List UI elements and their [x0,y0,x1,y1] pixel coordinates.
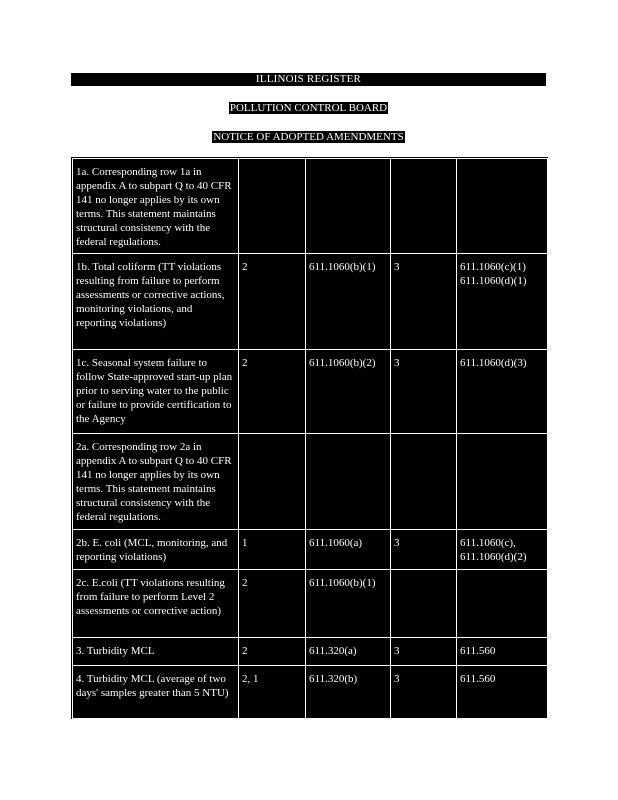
violation-cell: 4. Turbidity MCL (average of two days' samples greater than 5 NTU) [73,666,239,719]
table-row [73,666,548,719]
violation-cell: 1b. Total coliform (TT violations resulting from failure to perform assessments or corrective actions, monitoring violations, and reporting violations) [73,254,239,350]
tier-initial-cell: 2 [239,350,306,434]
citation-initial-cell: 611.1060(a) [306,530,391,570]
citation-repeat-line: 611.1060(d)(3) [460,357,527,369]
citation-repeat-cell [457,254,548,350]
table-row [73,530,548,570]
notice-heading [71,131,546,144]
tier-repeat-cell [391,159,457,254]
citation-repeat-line: 611.1060(d)(2) [460,551,527,563]
notice-heading-text: NOTICE OF ADOPTED AMENDMENTS [213,131,404,143]
citation-repeat-line: 611.1060(c)(1) [460,261,526,273]
tier-repeat-cell [391,434,457,530]
citation-repeat-cell [457,570,548,638]
tier-repeat-cell: 3 [391,666,457,719]
tier-initial-cell: 2 [239,638,306,666]
table-row [73,159,548,254]
tier-initial-cell [239,159,306,254]
tier-repeat-cell: 3 [391,638,457,666]
violations-table [71,157,548,719]
tier-initial-cell: 1 [239,530,306,570]
violation-cell: 3. Turbidity MCL [73,638,239,666]
citation-initial-cell: 611.320(a) [306,638,391,666]
citation-repeat-line: 611.1060(d)(1) [460,275,527,287]
violation-cell: 1c. Seasonal system failure to follow State-approved start-up plan prior to serving water to the public or failure to provide certification to the Agency [73,350,239,434]
agency-heading [71,102,546,115]
table-row [73,350,548,434]
citation-repeat-cell [457,638,548,666]
table-row [73,254,548,350]
citation-repeat-cell [457,350,548,434]
tier-initial-cell: 2, 1 [239,666,306,719]
citation-repeat-cell [457,666,548,719]
table-row [73,434,548,530]
violation-cell: 2a. Corresponding row 2a in appendix A to subpart Q to 40 CFR 141 no longer applies by its own terms. This statement maintains structural consistency with the federal regulations. [73,434,239,530]
citation-initial-cell: 611.1060(b)(1) [306,254,391,350]
citation-initial-cell [306,159,391,254]
tier-repeat-cell: 3 [391,530,457,570]
tier-initial-cell: 2 [239,570,306,638]
citation-initial-cell: 611.1060(b)(2) [306,350,391,434]
violation-cell: 2c. E.coli (TT violations resulting from failure to perform Level 2 assessments or corrective action) [73,570,239,638]
violation-cell: 2b. E. coli (MCL, monitoring, and reporting violations) [73,530,239,570]
citation-repeat-line: 611.560 [460,645,496,657]
tier-repeat-cell [391,570,457,638]
citation-repeat-cell [457,434,548,530]
tier-repeat-cell: 3 [391,350,457,434]
agency-heading-text: POLLUTION CONTROL BOARD [229,102,388,114]
citation-initial-cell: 611.320(b) [306,666,391,719]
table-row [73,638,548,666]
citation-repeat-cell [457,159,548,254]
violation-cell: 1a. Corresponding row 1a in appendix A to subpart Q to 40 CFR 141 no longer applies by its own terms. This statement maintains structural consistency with the federal regulations. [73,159,239,254]
register-title: ILLINOIS REGISTER [71,73,546,86]
table-row [73,570,548,638]
citation-repeat-line: 611.1060(c), [460,537,516,549]
tier-initial-cell [239,434,306,530]
tier-initial-cell: 2 [239,254,306,350]
tier-repeat-cell: 3 [391,254,457,350]
citation-repeat-line: 611.560 [460,673,496,685]
citation-initial-cell: 611.1060(b)(1) [306,570,391,638]
citation-repeat-cell [457,530,548,570]
citation-initial-cell [306,434,391,530]
